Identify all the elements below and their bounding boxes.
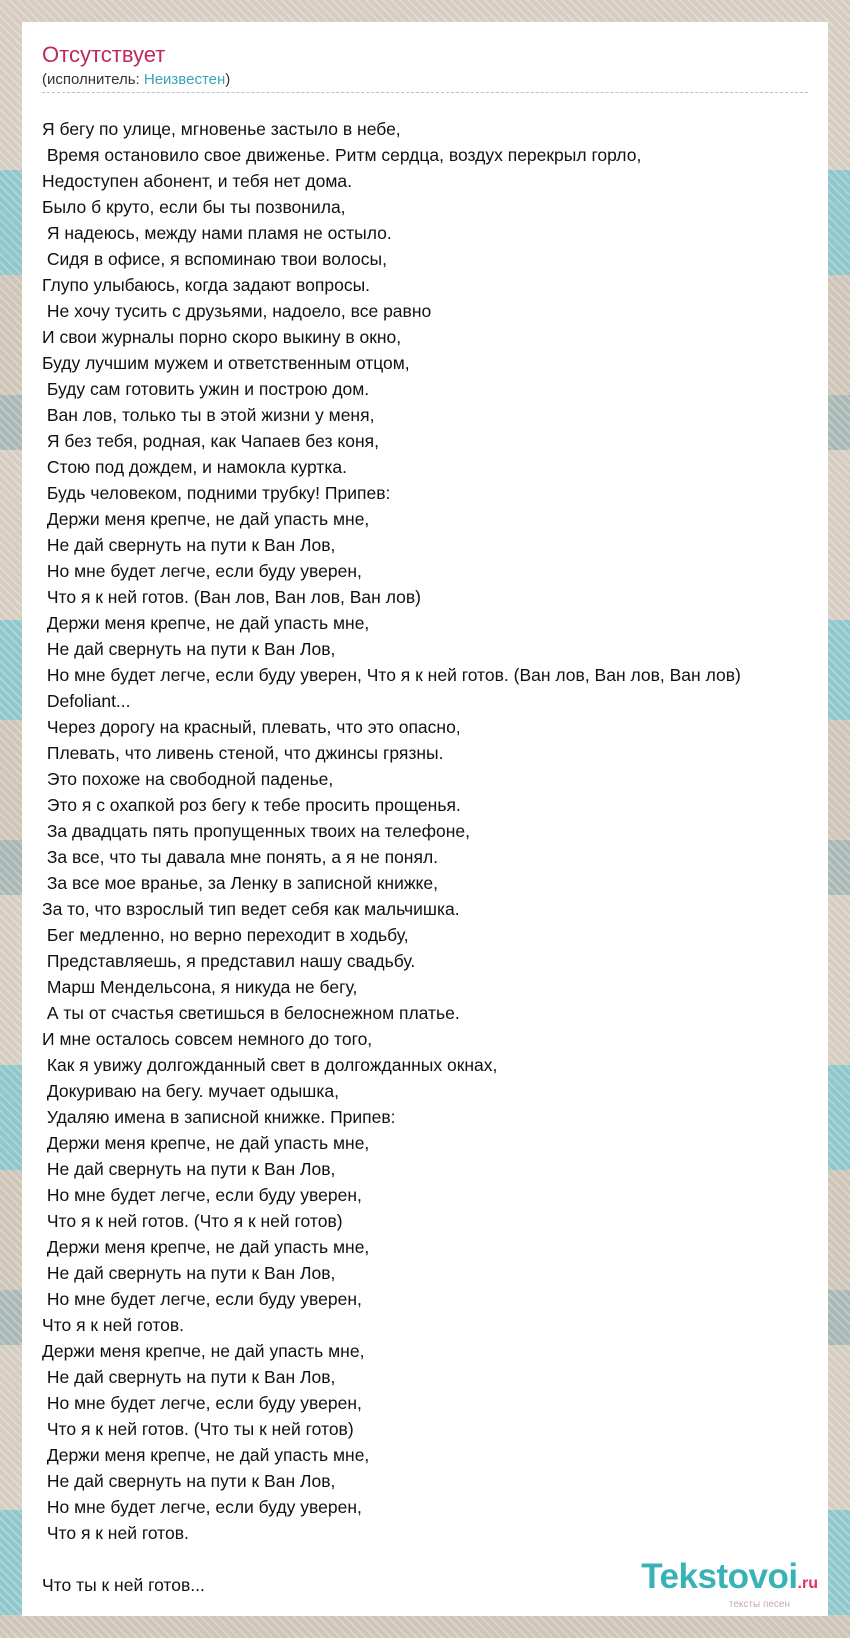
lyric-line: Но мне будет легче, если буду уверен, — [42, 561, 362, 581]
lyric-line: Было б круто, если бы ты позвонила, — [42, 197, 346, 217]
lyric-line: Как я увижу долгожданный свет в долгожданных окнах, — [42, 1055, 498, 1075]
lyric-line: Не дай свернуть на пути к Ван Лов, — [42, 1367, 336, 1387]
lyric-line: За все, что ты давала мне понять, а я не понял. — [42, 847, 439, 867]
lyric-line: Что я к ней готов. (Что ты к ней готов) — [42, 1419, 354, 1439]
lyric-line: Это я с охапкой роз бегу к тебе просить прощенья. — [42, 795, 461, 815]
lyric-line: Бег медленно, но верно переходит в ходьбу, — [42, 925, 409, 945]
lyric-line: Defoliant... — [42, 691, 131, 711]
lyric-line: Держи меня крепче, не дай упасть мне, — [42, 1133, 370, 1153]
lyric-line: Сидя в офисе, я вспоминаю твои волосы, — [42, 249, 387, 269]
lyric-line: Что я к ней готов. — [42, 1523, 189, 1543]
lyric-line: Время остановило свое движенье. Ритм сердца, воздух перекрыл горло, — [42, 145, 642, 165]
lyric-line: Ван лов, только ты в этой жизни у меня, — [42, 405, 375, 425]
lyric-line: Глупо улыбаюсь, когда задают вопросы. — [42, 275, 371, 295]
lyric-line: Что я к ней готов. (Ван лов, Ван лов, Ван лов) — [42, 587, 421, 607]
lyric-line: Что я к ней готов. (Что я к ней готов) — [42, 1211, 343, 1231]
lyric-line: Не хочу тусить с друзьями, надоело, все равно — [42, 301, 432, 321]
logo-tagline: тексты песен — [728, 1599, 790, 1610]
lyric-line: За все мое вранье, за Ленку в записной книжке, — [42, 873, 438, 893]
lyric-line: Недоступен абонент, и тебя нет дома. — [42, 171, 352, 191]
lyric-line: Марш Мендельсона, я никуда не бегу, — [42, 977, 358, 997]
artist-link[interactable]: Неизвестен — [143, 71, 226, 88]
lyric-line: Удаляю имена в записной книжке. Припев: — [42, 1107, 396, 1127]
lyric-line: Держи меня крепче, не дай упасть мне, — [42, 613, 370, 633]
lyric-line: Не дай свернуть на пути к Ван Лов, — [42, 1159, 336, 1179]
lyric-line: За то, что взрослый тип ведет себя как мальчишка. — [42, 899, 460, 919]
lyric-line: Что я к ней готов. — [42, 1315, 185, 1335]
lyric-line: Я надеюсь, между нами пламя не остыло. — [42, 223, 392, 243]
lyric-line: Докуриваю на бегу. мучает одышка, — [42, 1081, 339, 1101]
lyric-line: Плевать, что ливень стеной, что джинсы грязны. — [42, 743, 444, 763]
lyric-line: А ты от счастья светишься в белоснежном платье. — [42, 1003, 460, 1023]
lyric-line: Не дай свернуть на пути к Ван Лов, — [42, 1471, 336, 1491]
lyric-line: Но мне будет легче, если буду уверен, Что я к ней готов. (Ван лов, Ван лов, Ван лов) — [42, 665, 741, 685]
song-header — [42, 42, 808, 93]
logo-wordmark — [641, 1559, 818, 1602]
lyric-line: Но мне будет легче, если буду уверен, — [42, 1289, 362, 1309]
lyric-line: Будь человеком, подними трубку! Припев: — [42, 483, 391, 503]
lyric-line: Держи меня крепче, не дай упасть мне, — [42, 1237, 370, 1257]
lyric-line: За двадцать пять пропущенных твоих на телефоне, — [42, 821, 471, 841]
lyric-line: Стою под дождем, и намокла куртка. — [42, 457, 347, 477]
lyric-line: Это похоже на свободной паденье, — [42, 769, 334, 789]
lyric-line: И свои журналы порно скоро выкину в окно, — [42, 327, 402, 347]
lyric-line: Держи меня крепче, не дай упасть мне, — [42, 1445, 370, 1465]
artist-prefix: (исполнитель: — [42, 71, 144, 88]
lyric-line: Не дай свернуть на пути к Ван Лов, — [42, 639, 336, 659]
artist-line — [42, 70, 808, 90]
artist-suffix: ) — [225, 71, 231, 88]
lyric-line: Буду лучшим мужем и ответственным отцом, — [42, 353, 410, 373]
lyric-line: Но мне будет легче, если буду уверен, — [42, 1497, 362, 1517]
lyrics-text — [42, 116, 828, 1598]
lyric-line: Я без тебя, родная, как Чапаев без коня, — [42, 431, 379, 451]
lyric-line: Я бегу по улице, мгновенье застыло в небе, — [42, 119, 401, 139]
logo-tld: .ru — [797, 1575, 818, 1592]
lyric-line: Но мне будет легче, если буду уверен, — [42, 1393, 362, 1413]
lyric-line: Буду сам готовить ужин и построю дом. — [42, 379, 370, 399]
lyric-line: Что ты к ней готов... — [42, 1575, 205, 1595]
lyrics-card — [22, 22, 828, 1616]
lyric-line: Держи меня крепче, не дай упасть мне, — [42, 509, 370, 529]
lyric-line: Не дай свернуть на пути к Ван Лов, — [42, 1263, 336, 1283]
lyric-line: Но мне будет легче, если буду уверен, — [42, 1185, 362, 1205]
lyric-line: Держи меня крепче, не дай упасть мне, — [42, 1341, 365, 1361]
site-logo[interactable] — [641, 1559, 818, 1610]
lyric-line: Не дай свернуть на пути к Ван Лов, — [42, 535, 336, 555]
song-title: Отсутствует — [42, 42, 166, 67]
lyric-line: Представляешь, я представил нашу свадьбу. — [42, 951, 416, 971]
lyric-line: Через дорогу на красный, плевать, что это опасно, — [42, 717, 461, 737]
lyric-line: И мне осталось совсем немного до того, — [42, 1029, 373, 1049]
logo-brand: Tekstovoi — [641, 1557, 798, 1596]
